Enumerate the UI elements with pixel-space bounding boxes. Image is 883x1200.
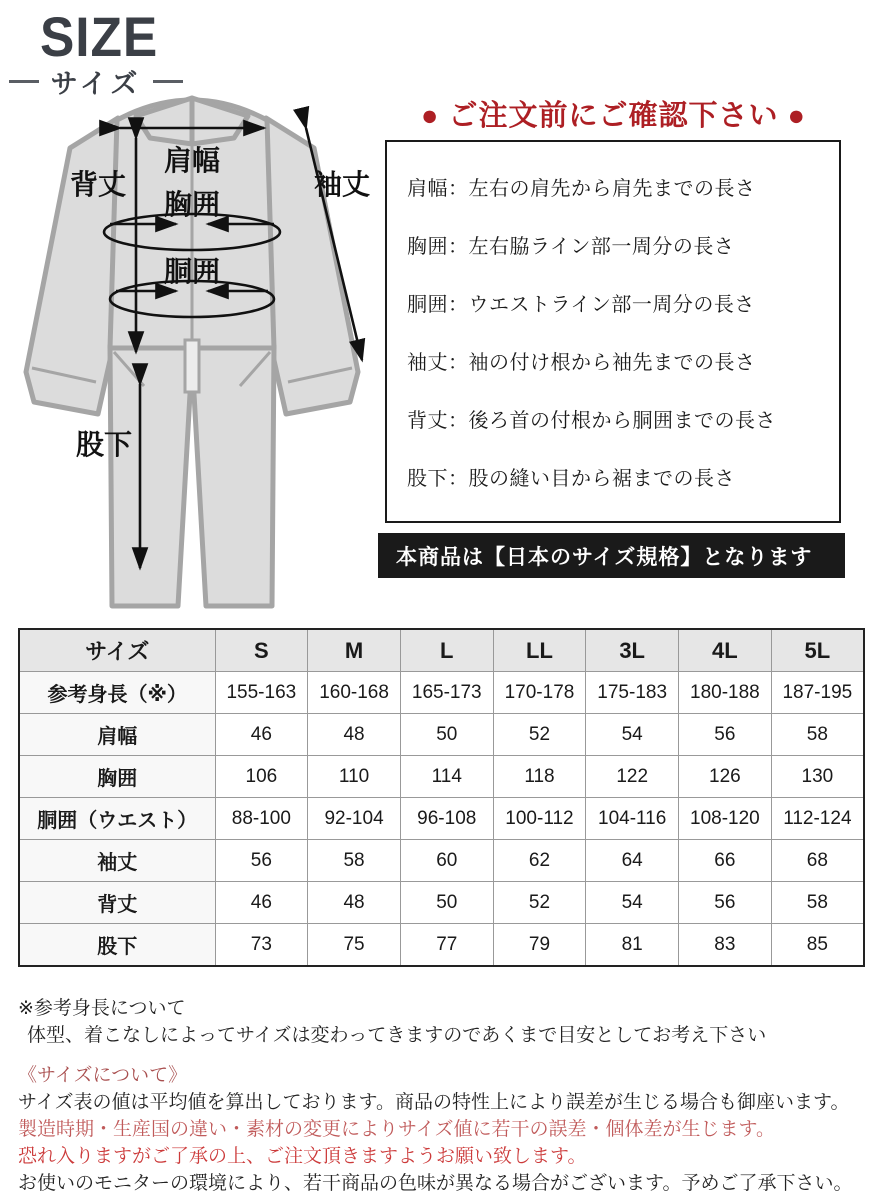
table-cell: 58 bbox=[771, 714, 864, 756]
note-apology: 恐れ入りますがご了承の上、ご注文頂きますようお願い致します。 bbox=[18, 1146, 587, 1167]
table-cell: 110 bbox=[308, 756, 401, 798]
header-cell-s: S bbox=[215, 629, 308, 672]
note-monitor: お使いのモニターの環境により、若干商品の色味が異なる場合がございます。予めご了承下さい。 bbox=[18, 1173, 853, 1194]
shoulder-width-label: 肩幅 bbox=[163, 145, 221, 176]
table-cell: 175-183 bbox=[586, 672, 679, 714]
header-cell-ll: LL bbox=[493, 629, 586, 672]
table-cell: 170-178 bbox=[493, 672, 586, 714]
table-cell: 56 bbox=[679, 882, 772, 924]
page-title: SIZE bbox=[40, 5, 159, 68]
table-cell: 54 bbox=[586, 882, 679, 924]
table-cell: 56 bbox=[679, 714, 772, 756]
row-label: 肩幅 bbox=[19, 714, 215, 756]
table-row-back bbox=[19, 882, 864, 924]
definition-shoulder: 肩幅：左右の肩先から肩先までの長さ bbox=[407, 178, 756, 201]
back-length-label: 背丈 bbox=[69, 169, 127, 200]
table-cell: 112-124 bbox=[771, 798, 864, 840]
row-label: 胴囲（ウエスト） bbox=[19, 798, 215, 840]
confirm-box bbox=[385, 140, 841, 523]
table-header-row bbox=[19, 629, 864, 672]
header-cell-4l: 4L bbox=[679, 629, 772, 672]
table-row-height bbox=[19, 672, 864, 714]
note-height-body: 体型、着こなしによってサイズは変わってきますのであくまで目安としてお考え下さい bbox=[27, 1025, 767, 1046]
definition-chest: 胸囲：左右脇ライン部一周分の長さ bbox=[407, 236, 735, 259]
row-label: 背丈 bbox=[19, 882, 215, 924]
table-cell: 54 bbox=[586, 714, 679, 756]
note-height-heading: ※参考身長について bbox=[18, 998, 186, 1019]
confirm-title: ● ご注文前にご確認下さい ● bbox=[420, 100, 807, 132]
table-cell: 187-195 bbox=[771, 672, 864, 714]
table-cell: 75 bbox=[308, 924, 401, 967]
header-cell-3l: 3L bbox=[586, 629, 679, 672]
table-cell: 180-188 bbox=[679, 672, 772, 714]
table-cell: 118 bbox=[493, 756, 586, 798]
table-cell: 104-116 bbox=[586, 798, 679, 840]
dash-line-left bbox=[9, 80, 39, 83]
table-cell: 58 bbox=[771, 882, 864, 924]
table-cell: 96-108 bbox=[400, 798, 493, 840]
page-subtitle-text: サイズ bbox=[50, 69, 142, 99]
leg-left bbox=[110, 346, 190, 606]
table-cell: 165-173 bbox=[400, 672, 493, 714]
table-row-chest bbox=[19, 756, 864, 798]
table-cell: 130 bbox=[771, 756, 864, 798]
header-cell-m: M bbox=[308, 629, 401, 672]
dash-line-right bbox=[153, 80, 183, 83]
table-cell: 66 bbox=[679, 840, 772, 882]
table-cell: 83 bbox=[679, 924, 772, 967]
table-row-inseam bbox=[19, 924, 864, 967]
row-label: 袖丈 bbox=[19, 840, 215, 882]
table-cell: 85 bbox=[771, 924, 864, 967]
leg-right bbox=[194, 346, 274, 606]
definition-inseam: 股下：股の縫い目から裾までの長さ bbox=[407, 467, 735, 490]
table-cell: 46 bbox=[215, 714, 308, 756]
row-label: 股下 bbox=[19, 924, 215, 967]
table-cell: 126 bbox=[679, 756, 772, 798]
note-size-heading: 《サイズについて》 bbox=[18, 1065, 188, 1086]
definition-back: 背丈：後ろ首の付根から胴囲までの長さ bbox=[407, 409, 776, 432]
table-cell: 50 bbox=[400, 882, 493, 924]
zipper-pull bbox=[185, 340, 199, 392]
table-cell: 160-168 bbox=[308, 672, 401, 714]
coverall-figure bbox=[12, 84, 378, 620]
table-cell: 58 bbox=[308, 840, 401, 882]
note-average: サイズ表の値は平均値を算出しております。商品の特性上により誤差が生じる場合も御座います。 bbox=[18, 1092, 850, 1113]
table-cell: 88-100 bbox=[215, 798, 308, 840]
table-cell: 77 bbox=[400, 924, 493, 967]
definition-sleeve: 袖丈：袖の付け根から袖先までの長さ bbox=[407, 351, 756, 374]
table-cell: 48 bbox=[308, 714, 401, 756]
sleeve-length-label: 袖丈 bbox=[313, 169, 371, 200]
row-label: 参考身長（※） bbox=[19, 672, 215, 714]
size-table bbox=[18, 628, 865, 967]
header-cell-l: L bbox=[400, 629, 493, 672]
table-row-shoulder bbox=[19, 714, 864, 756]
table-cell: 108-120 bbox=[679, 798, 772, 840]
table-cell: 62 bbox=[493, 840, 586, 882]
table-cell: 81 bbox=[586, 924, 679, 967]
table-cell: 48 bbox=[308, 882, 401, 924]
table-cell: 60 bbox=[400, 840, 493, 882]
table-cell: 155-163 bbox=[215, 672, 308, 714]
header-cell-size: サイズ bbox=[19, 629, 215, 672]
table-cell: 79 bbox=[493, 924, 586, 967]
table-cell: 52 bbox=[493, 714, 586, 756]
note-variance: 製造時期・生産国の違い・素材の変更によりサイズ値に若干の誤差・個体差が生じます。 bbox=[18, 1119, 775, 1140]
table-cell: 68 bbox=[771, 840, 864, 882]
inseam-label: 股下 bbox=[75, 429, 133, 460]
table-cell: 64 bbox=[586, 840, 679, 882]
table-cell: 52 bbox=[493, 882, 586, 924]
waist-label: 胴囲 bbox=[163, 256, 221, 287]
header-cell-5l: 5L bbox=[771, 629, 864, 672]
chest-label: 胸囲 bbox=[163, 189, 221, 220]
table-cell: 100-112 bbox=[493, 798, 586, 840]
definition-waist: 胴囲：ウエストライン部一周分の長さ bbox=[407, 294, 755, 317]
table-cell: 122 bbox=[586, 756, 679, 798]
notes bbox=[18, 995, 868, 1197]
table-cell: 106 bbox=[215, 756, 308, 798]
table-row-waist bbox=[19, 798, 864, 840]
table-cell: 73 bbox=[215, 924, 308, 967]
table-cell: 92-104 bbox=[308, 798, 401, 840]
table-cell: 50 bbox=[400, 714, 493, 756]
table-cell: 46 bbox=[215, 882, 308, 924]
table-cell: 114 bbox=[400, 756, 493, 798]
row-label: 胸囲 bbox=[19, 756, 215, 798]
jp-standard-bar: 本商品は【日本のサイズ規格】となります bbox=[378, 533, 845, 578]
table-cell: 56 bbox=[215, 840, 308, 882]
table-row-sleeve bbox=[19, 840, 864, 882]
garment-diagram bbox=[12, 84, 378, 620]
